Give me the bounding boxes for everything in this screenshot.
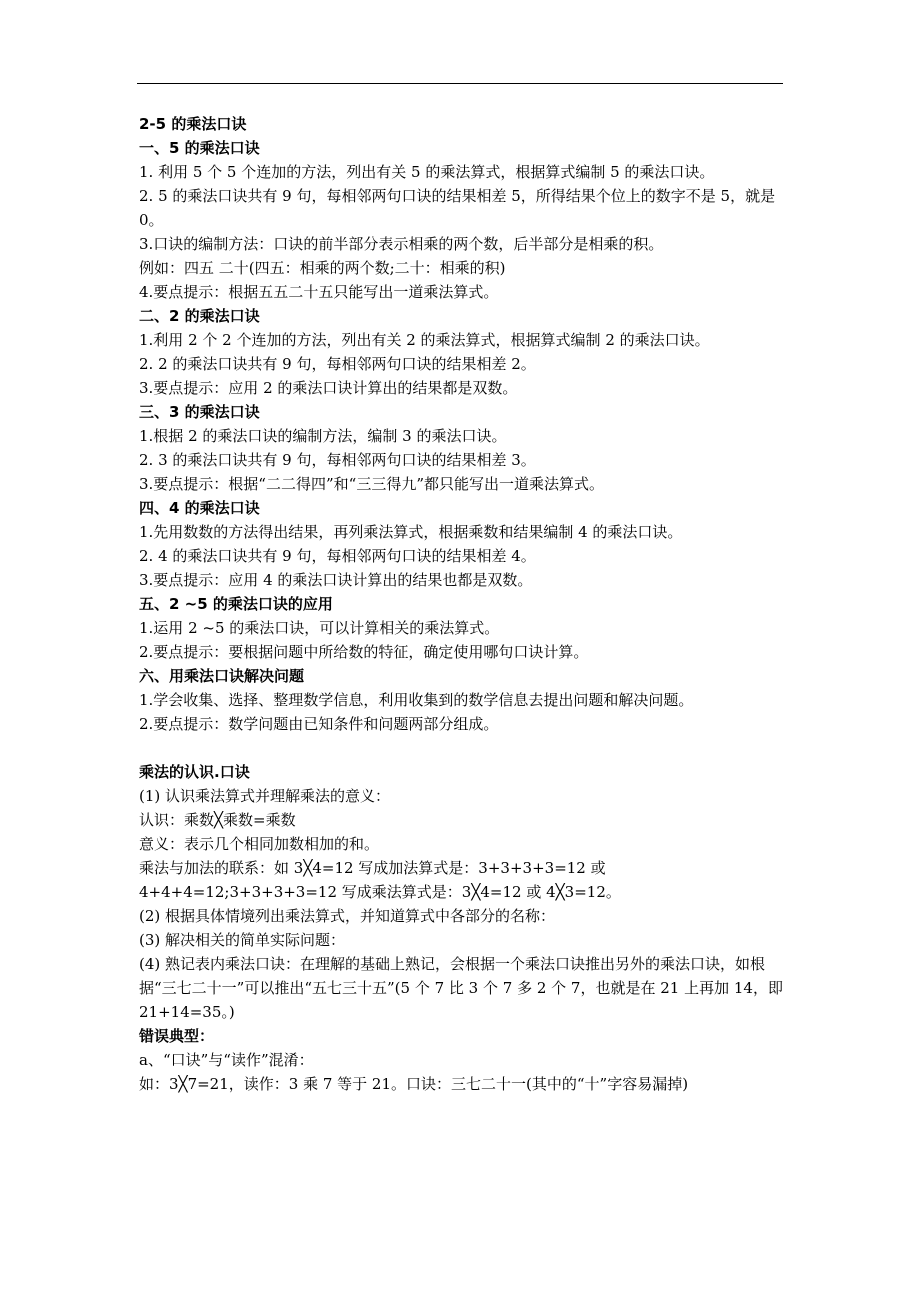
paragraph: 例如：四五 二十(四五：相乘的两个数;二十：相乘的积) xyxy=(139,259,506,277)
paragraph: 2. 5 的乘法口诀共有 9 句，每相邻两句口诀的结果相差 5，所得结果个位上的数字不是 5，就是 0。 xyxy=(139,187,776,229)
paragraph: 2. 4 的乘法口诀共有 9 句，每相邻两句口诀的结果相差 4。 xyxy=(139,547,536,565)
paragraph: 1.先用数数的方法得出结果，再列乘法算式，根据乘数和结果编制 4 的乘法口诀。 xyxy=(139,523,683,541)
paragraph: 3.要点提示：根据“二二得四”和“三三得九”都只能写出一道乘法算式。 xyxy=(139,475,604,493)
paragraph: 2.要点提示：数学问题由已知条件和问题两部分组成。 xyxy=(139,715,499,733)
paragraph: 1. 利用 5 个 5 个连加的方法，列出有关 5 的乘法算式，根据算式编制 5 的乘法口诀。 xyxy=(139,163,715,181)
section-heading-problem-solving: 六、用乘法口诀解决问题 xyxy=(139,667,305,685)
paragraph: 1.运用 2 ~5 的乘法口诀，可以计算相关的乘法算式。 xyxy=(139,619,500,637)
paragraph: 2. 2 的乘法口诀共有 9 句，每相邻两句口诀的结果相差 2。 xyxy=(139,355,536,373)
paragraph: 意义：表示几个相同加数相加的和。 xyxy=(139,835,380,853)
paragraph: 乘法与加法的联系：如 3╳4=12 写成加法算式是：3+3+3+3=12 或 xyxy=(139,859,606,877)
paragraph: 3.要点提示：应用 2 的乘法口诀计算出的结果都是双数。 xyxy=(139,379,518,397)
section-heading-multiplication: 乘法的认识.口诀 xyxy=(139,763,250,781)
section-heading-errors: 错误典型： xyxy=(139,1027,215,1045)
paragraph: 4+4+4=12;3+3+3+3=12 写成乘法算式是：3╳4=12 或 4╳3=12。 xyxy=(139,883,621,901)
paragraph: 3.口诀的编制方法：口诀的前半部分表示相乘的两个数，后半部分是相乘的积。 xyxy=(139,235,664,253)
paragraph: (1) 认识乘法算式并理解乘法的意义： xyxy=(139,787,391,805)
paragraph: 3.要点提示：应用 4 的乘法口诀计算出的结果也都是双数。 xyxy=(139,571,533,589)
paragraph: 认识：乘数╳乘数=乘数 xyxy=(139,811,296,829)
header-rule xyxy=(137,83,783,84)
paragraph: a、“口诀”与“读作”混淆： xyxy=(139,1051,314,1069)
paragraph: 2. 3 的乘法口诀共有 9 句，每相邻两句口诀的结果相差 3。 xyxy=(139,451,536,469)
paragraph: 4.要点提示：根据五五二十五只能写出一道乘法算式。 xyxy=(139,283,499,301)
section-heading-2: 二、2 的乘法口诀 xyxy=(139,307,260,325)
paragraph: 1.学会收集、选择、整理数学信息，利用收集到的数学信息去提出问题和解决问题。 xyxy=(139,691,694,709)
paragraph: (3) 解决相关的简单实际问题： xyxy=(139,931,346,949)
section-heading-application: 五、2 ~5 的乘法口诀的应用 xyxy=(139,595,333,613)
paragraph: 如：3╳7=21，读作：3 乘 7 等于 21。口诀：三七二十一(其中的“十”字容易漏掉) xyxy=(139,1075,689,1093)
document-body xyxy=(139,112,785,1096)
paragraph: (2) 根据具体情境列出乘法算式，并知道算式中各部分的名称： xyxy=(139,907,556,925)
paragraph: (4) 熟记表内乘法口诀：在理解的基础上熟记，会根据一个乘法口诀推出另外的乘法口诀，如根据“三七二十一”可以推出“五七三十五”(5 个 7 比 3 个 7 多 2 个 7，也就是在 21 上再加 14，即 21+14=35。) xyxy=(139,955,783,1021)
paragraph: 2.要点提示：要根据问题中所给数的特征，确定使用哪句口诀计算。 xyxy=(139,643,589,661)
paragraph: 1.根据 2 的乘法口诀的编制方法，编制 3 的乘法口诀。 xyxy=(139,427,507,445)
paragraph: 1.利用 2 个 2 个连加的方法，列出有关 2 的乘法算式，根据算式编制 2 的乘法口诀。 xyxy=(139,331,710,349)
section-heading-5: 一、5 的乘法口诀 xyxy=(139,139,260,157)
blank-line xyxy=(139,736,785,760)
document-title: 2-5 的乘法口诀 xyxy=(139,115,247,133)
section-heading-3: 三、3 的乘法口诀 xyxy=(139,403,260,421)
section-heading-4: 四、4 的乘法口诀 xyxy=(139,499,260,517)
